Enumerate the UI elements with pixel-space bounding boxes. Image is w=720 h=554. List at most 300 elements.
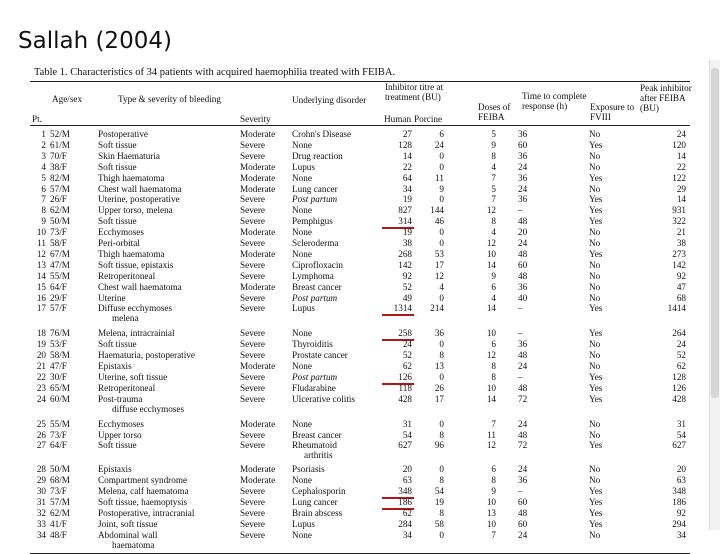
table-caption: Table 1. Characteristics of 34 patients with acquired haemophilia treated with FEIBA. <box>34 67 396 78</box>
cell-porc: 13 <box>434 361 444 371</box>
cell-time: 48 <box>518 382 528 393</box>
cell-doses: 14 <box>486 259 496 270</box>
cell-doses: 14 <box>486 303 496 314</box>
cell-peak: 92 <box>676 270 686 281</box>
cell-pt: 27 <box>36 440 46 451</box>
cell-doses: 12 <box>486 350 496 361</box>
cell-doses: 7 <box>491 194 496 205</box>
cell-time: 60 <box>518 259 528 270</box>
cell-human: 348 <box>398 486 412 497</box>
cell-peak: 29 <box>676 183 686 194</box>
cell-type: Haematuria, postoperative <box>98 350 195 361</box>
cell-human: 14 <box>402 150 412 161</box>
cell-porc: 11 <box>435 172 444 183</box>
cell-sev: Moderate <box>240 418 276 429</box>
cell-human: 62 <box>402 507 412 518</box>
cell-peak: 34 <box>676 529 686 540</box>
cell-dis: Drug reaction <box>292 150 343 161</box>
cell-peak: 31 <box>676 418 686 429</box>
cell-human: 52 <box>402 281 412 292</box>
cell-age: 76/M <box>50 328 70 339</box>
cell-sev: Severe <box>240 238 265 248</box>
cell-time: 48 <box>518 429 528 440</box>
header-pt: Pt. <box>32 114 42 124</box>
cell-peak: 38 <box>676 238 686 248</box>
cell-porc: 8 <box>439 475 444 486</box>
cell-exp: Yes <box>589 303 603 314</box>
cell-porc: 46 <box>434 216 444 227</box>
cell-porc: 54 <box>434 486 444 497</box>
cell-human: 118 <box>398 382 412 393</box>
cell-pt: 11 <box>37 238 46 248</box>
cell-doses: 4 <box>491 227 496 238</box>
cell-doses: 5 <box>491 129 496 139</box>
cell-doses: 8 <box>491 216 496 227</box>
cell-human: 54 <box>402 429 412 440</box>
cell-type: Post-trauma <box>98 393 143 404</box>
cell-peak: 322 <box>672 216 686 227</box>
cell-porc: 0 <box>439 227 444 238</box>
cell-exp: Yes <box>589 172 603 183</box>
cell-type: Skin Haematuria <box>98 150 160 161</box>
cell-age: 52/M <box>50 129 70 139</box>
cell-time: 60 <box>518 497 528 507</box>
cell-exp: No <box>589 270 601 281</box>
cell-type: Compartment syndrome <box>98 475 188 486</box>
table-row <box>30 174 690 185</box>
cell-time: 36 <box>518 339 528 350</box>
cell-peak: 20 <box>676 464 686 475</box>
cell-sev: Severe <box>240 382 265 393</box>
cell-type: Soft tissue <box>98 216 137 227</box>
cell-doses: 8 <box>491 361 496 371</box>
cell-exp: No <box>589 464 601 475</box>
cell-pt: 34 <box>36 529 46 540</box>
cell-sev: Severe <box>240 205 265 216</box>
cell-peak: 931 <box>672 205 686 216</box>
cell-time: 36 <box>518 194 528 205</box>
cell-exp: No <box>589 129 601 139</box>
cell-time: 60 <box>518 518 528 529</box>
cell-pt: 3 <box>41 150 46 161</box>
cell-peak: 428 <box>672 393 686 404</box>
cell-sev: Severe <box>240 194 265 205</box>
cell-doses: 11 <box>487 429 496 440</box>
cell-dis: None <box>292 529 312 540</box>
cell-doses: 8 <box>491 475 496 486</box>
cell-porc: 12 <box>434 270 444 281</box>
cell-doses: 10 <box>486 518 496 529</box>
cell-sev: Moderate <box>240 475 276 486</box>
cell-peak: 62 <box>676 361 686 371</box>
cell-doses: 7 <box>491 418 496 429</box>
table-scan <box>30 64 692 550</box>
cell-time: 36 <box>518 281 528 292</box>
cell-time: 24 <box>518 183 528 194</box>
cell-exp: Yes <box>589 216 603 227</box>
cell-age: 61/M <box>50 139 70 150</box>
cell-time: – <box>518 486 523 497</box>
cell-human: 19 <box>402 227 412 238</box>
cell-sev: Moderate <box>240 464 276 475</box>
cell-sev: Severe <box>240 507 265 518</box>
cell-type: Uterine <box>98 292 126 303</box>
cell-pt: 12 <box>36 248 46 259</box>
cell-type: Peri-orbital <box>98 238 140 248</box>
cell-dis: Rheumatoid <box>292 440 337 451</box>
cell-pt: 15 <box>36 281 46 292</box>
cell-doses: 5 <box>491 183 496 194</box>
cell-type: Chest wall haematoma <box>98 281 182 292</box>
cell-type: Upper torso, melena <box>98 205 173 216</box>
cell-dis: Cephalosporin <box>292 486 346 497</box>
cell-age: 68/M <box>50 475 70 486</box>
cell-human: 314 <box>398 216 412 227</box>
cell-time: 24 <box>518 361 528 371</box>
cell-exp: No <box>589 150 601 161</box>
cell-pt: 22 <box>36 371 46 382</box>
cell-pt: 23 <box>36 382 46 393</box>
cell-pt: 6 <box>41 183 46 194</box>
cell-doses: 10 <box>486 248 496 259</box>
cell-doses: 12 <box>486 205 496 216</box>
cell-exp: Yes <box>589 518 603 529</box>
cell-exp: Yes <box>589 205 603 216</box>
cell-doses: 14 <box>486 393 496 404</box>
cell-porc: 17 <box>434 259 444 270</box>
cell-dis: Thyroiditis <box>292 339 333 350</box>
cell-time: 36 <box>518 150 528 161</box>
cell-human: 128 <box>398 139 412 150</box>
cell-dis: None <box>292 361 312 371</box>
cell-peak: 348 <box>672 486 686 497</box>
cell-sev: Moderate <box>240 172 276 183</box>
cell-exp: No <box>589 259 601 270</box>
cell-porc: 0 <box>439 194 444 205</box>
cell-age: 58/M <box>50 350 70 361</box>
cell-porc: 19 <box>434 497 444 507</box>
cell-peak: 47 <box>676 281 686 292</box>
cell-dis: None <box>292 139 312 150</box>
cell-sev: Moderate <box>240 183 276 194</box>
header-human: Human <box>384 114 412 124</box>
cell-dis: Post partum <box>292 194 338 205</box>
cell-pt: 17 <box>36 303 46 314</box>
cell-sev: Severe <box>240 486 265 497</box>
cell-dis: Post partum <box>292 292 338 303</box>
cell-type: Abdominal wall <box>98 529 158 540</box>
cell-age: 62/M <box>50 507 70 518</box>
cell-human: 24 <box>402 339 412 350</box>
cell-peak: 63 <box>676 475 686 486</box>
cell-sev: Severe <box>240 139 265 150</box>
cell-sev: Severe <box>240 529 265 540</box>
cell-age: 73/F <box>50 429 67 440</box>
cell-time: – <box>518 205 523 216</box>
cell-type: Uterine, postoperative <box>98 194 180 205</box>
cell-type-continuation: diffuse ecchymoses <box>112 403 185 414</box>
cell-time: 48 <box>518 270 528 281</box>
cell-doses: 12 <box>486 440 496 451</box>
cell-exp: No <box>589 292 601 303</box>
cell-exp: No <box>589 418 601 429</box>
cell-human: 20 <box>402 464 412 475</box>
cell-human: 186 <box>398 497 412 507</box>
cell-age: 65/M <box>50 382 70 393</box>
cell-type: Thigh haematoma <box>98 248 165 259</box>
scrollbar-thumb[interactable] <box>711 68 719 398</box>
cell-age: 29/F <box>50 292 67 303</box>
cell-porc: 53 <box>434 248 444 259</box>
cell-dis: Lung cancer <box>292 497 338 507</box>
cell-doses: 13 <box>486 507 496 518</box>
table-row <box>30 420 690 431</box>
cell-doses: 10 <box>486 497 496 507</box>
cell-dis: Lung cancer <box>292 183 338 194</box>
cell-porc: 0 <box>439 418 444 429</box>
cell-dis: None <box>292 475 312 486</box>
cell-porc: 0 <box>439 238 444 248</box>
cell-type: Melena, calf haematoma <box>98 486 189 497</box>
cell-exp: No <box>589 429 601 440</box>
cell-pt: 20 <box>36 350 46 361</box>
cell-time: 48 <box>518 216 528 227</box>
cell-type-continuation: melena <box>112 313 139 324</box>
cell-peak: 21 <box>676 227 686 238</box>
cell-human: 142 <box>398 259 412 270</box>
cell-age: 64/F <box>50 440 67 451</box>
vertical-scrollbar[interactable] <box>709 60 720 530</box>
cell-sev: Moderate <box>240 161 276 172</box>
cell-type: Melena, intracrainial <box>98 328 175 339</box>
table-row-continuation <box>30 541 690 552</box>
cell-age: 55/M <box>50 270 70 281</box>
cell-type: Epistaxis <box>98 464 132 475</box>
cell-type: Uterine, soft tissue <box>98 371 168 382</box>
cell-doses: 10 <box>486 382 496 393</box>
cell-pt: 14 <box>36 270 46 281</box>
cell-peak: 264 <box>672 328 686 339</box>
header-type: Type & severity of bleeding <box>118 94 221 104</box>
cell-exp: Yes <box>589 497 603 507</box>
cell-pt: 30 <box>36 486 46 497</box>
cell-peak: 627 <box>672 440 686 451</box>
cell-human: 49 <box>402 292 412 303</box>
cell-human: 27 <box>402 129 412 139</box>
cell-type: Soft tissue, epistaxis <box>98 259 174 270</box>
cell-doses: 9 <box>491 486 496 497</box>
cell-age: 50/M <box>50 464 70 475</box>
cell-dis: None <box>292 248 312 259</box>
cell-exp: Yes <box>589 248 603 259</box>
cell-pt: 5 <box>41 172 46 183</box>
header-age-sex: Age/sex <box>52 94 83 104</box>
cell-peak: 186 <box>672 497 686 507</box>
cell-sev: Moderate <box>240 248 276 259</box>
cell-porc: 58 <box>434 518 444 529</box>
cell-human: 34 <box>402 183 412 194</box>
cell-sev: Severe <box>240 350 265 361</box>
cell-time: 48 <box>518 248 528 259</box>
cell-sev: Severe <box>240 303 265 314</box>
cell-human: 31 <box>402 418 412 429</box>
header-time: Time to complete response (h) <box>522 91 587 111</box>
cell-porc: 8 <box>439 350 444 361</box>
cell-porc: 0 <box>439 150 444 161</box>
cell-peak: 128 <box>672 371 686 382</box>
cell-doses: 7 <box>491 529 496 540</box>
cell-sev: Severe <box>240 270 265 281</box>
cell-dis: Lupus <box>292 161 315 172</box>
cell-dis: None <box>292 328 312 339</box>
cell-porc: 17 <box>434 393 444 404</box>
cell-age: 82/M <box>50 172 70 183</box>
cell-human: 428 <box>398 393 412 404</box>
cell-exp: Yes <box>589 194 603 205</box>
cell-porc: 0 <box>439 464 444 475</box>
cell-exp: No <box>589 161 601 172</box>
cell-pt: 33 <box>36 518 46 529</box>
cell-pt: 10 <box>36 227 46 238</box>
cell-time: 24 <box>518 418 528 429</box>
cell-type: Thigh haematoma <box>98 172 165 183</box>
cell-human: 19 <box>402 194 412 205</box>
cell-peak: 54 <box>676 429 686 440</box>
cell-exp: Yes <box>589 486 603 497</box>
cell-age: 48/F <box>50 529 67 540</box>
cell-exp: No <box>589 361 601 371</box>
cell-exp: No <box>589 227 601 238</box>
table-bottom-rule <box>30 553 690 554</box>
cell-time: 48 <box>518 507 528 518</box>
cell-sev: Moderate <box>240 281 276 292</box>
cell-exp: No <box>589 529 601 540</box>
cell-age: 26/F <box>50 194 67 205</box>
cell-age: 47/F <box>50 361 67 371</box>
cell-peak: 52 <box>676 350 686 361</box>
cell-human: 1314 <box>393 303 412 314</box>
cell-doses: 6 <box>491 281 496 292</box>
cell-exp: Yes <box>589 440 603 451</box>
cell-time: 24 <box>518 161 528 172</box>
cell-time: – <box>518 303 523 314</box>
cell-time: 36 <box>518 475 528 486</box>
cell-human: 126 <box>398 371 412 382</box>
cell-time: 40 <box>518 292 528 303</box>
cell-peak: 92 <box>676 507 686 518</box>
cell-disorder-continuation: arthritis <box>304 450 333 461</box>
cell-sev: Moderate <box>240 129 276 139</box>
cell-doses: 9 <box>491 139 496 150</box>
cell-time: 60 <box>518 139 528 150</box>
cell-exp: Yes <box>589 328 603 339</box>
cell-sev: Severe <box>240 150 265 161</box>
cell-sev: Severe <box>240 518 265 529</box>
cell-type: Diffuse ecchymoses <box>98 303 173 314</box>
cell-human: 34 <box>402 529 412 540</box>
cell-exp: Yes <box>589 382 603 393</box>
cell-porc: 0 <box>439 529 444 540</box>
cell-type-continuation: haematoma <box>112 539 155 550</box>
cell-pt: 18 <box>36 328 46 339</box>
header-bottom-rule <box>30 125 690 126</box>
cell-age: 30/F <box>50 371 67 382</box>
cell-age: 57/F <box>50 303 67 314</box>
cell-human: 52 <box>402 350 412 361</box>
cell-time: 24 <box>518 464 528 475</box>
cell-exp: No <box>589 183 601 194</box>
cell-pt: 26 <box>36 429 46 440</box>
cell-type: Epistaxis <box>98 361 132 371</box>
cell-exp: No <box>589 350 601 361</box>
cell-human: 22 <box>402 161 412 172</box>
cell-age: 67/M <box>50 248 70 259</box>
cell-exp: No <box>589 281 601 292</box>
cell-time: 36 <box>518 129 528 139</box>
cell-porc: 0 <box>439 292 444 303</box>
cell-exp: No <box>589 475 601 486</box>
cell-peak: 120 <box>672 139 686 150</box>
cell-pt: 28 <box>36 464 46 475</box>
table-row-continuation <box>30 314 690 325</box>
cell-time: 48 <box>518 350 528 361</box>
cell-human: 268 <box>398 248 412 259</box>
cell-pt: 4 <box>41 161 46 172</box>
cell-human: 64 <box>402 172 412 183</box>
cell-type: Soft tissue <box>98 440 137 451</box>
cell-human: 63 <box>402 475 412 486</box>
cell-type: Ecchymoses <box>98 418 144 429</box>
cell-human: 284 <box>398 518 412 529</box>
cell-porc: 96 <box>434 440 444 451</box>
cell-porc: 24 <box>434 139 444 150</box>
cell-age: 60/M <box>50 393 70 404</box>
table-row-continuation <box>30 451 690 462</box>
cell-sev: Severe <box>240 429 265 440</box>
cell-dis: None <box>292 418 312 429</box>
cell-exp: Yes <box>589 139 603 150</box>
cell-dis: Crohn's Disease <box>292 129 352 139</box>
cell-human: 38 <box>402 238 412 248</box>
cell-sev: Severe <box>240 440 265 451</box>
cell-age: 38/F <box>50 161 67 172</box>
header-disorder: Underlying disorder <box>292 95 367 105</box>
cell-porc: 6 <box>439 129 444 139</box>
cell-dis: Pemphigus <box>292 216 333 227</box>
cell-age: 57/M <box>50 497 70 507</box>
cell-type: Postoperative <box>98 129 149 139</box>
table-top-rule <box>30 81 690 82</box>
cell-age: 47/M <box>50 259 70 270</box>
cell-pt: 32 <box>36 507 46 518</box>
cell-porc: 36 <box>434 328 444 339</box>
cell-type: Soft tissue, haemoptysis <box>98 497 188 507</box>
cell-porc: 144 <box>430 205 444 216</box>
cell-time: 72 <box>518 393 528 404</box>
cell-sev: Severe <box>240 393 265 404</box>
cell-porc: 4 <box>439 281 444 292</box>
cell-peak: 294 <box>672 518 686 529</box>
cell-peak: 22 <box>676 161 686 172</box>
cell-sev: Moderate <box>240 361 276 371</box>
cell-doses: 10 <box>486 328 496 339</box>
cell-sev: Severe <box>240 216 265 227</box>
cell-age: 53/F <box>50 339 67 350</box>
cell-pt: 7 <box>41 194 46 205</box>
cell-porc: 26 <box>434 382 444 393</box>
cell-pt: 2 <box>41 139 46 150</box>
cell-dis: Psoriasis <box>292 464 325 475</box>
